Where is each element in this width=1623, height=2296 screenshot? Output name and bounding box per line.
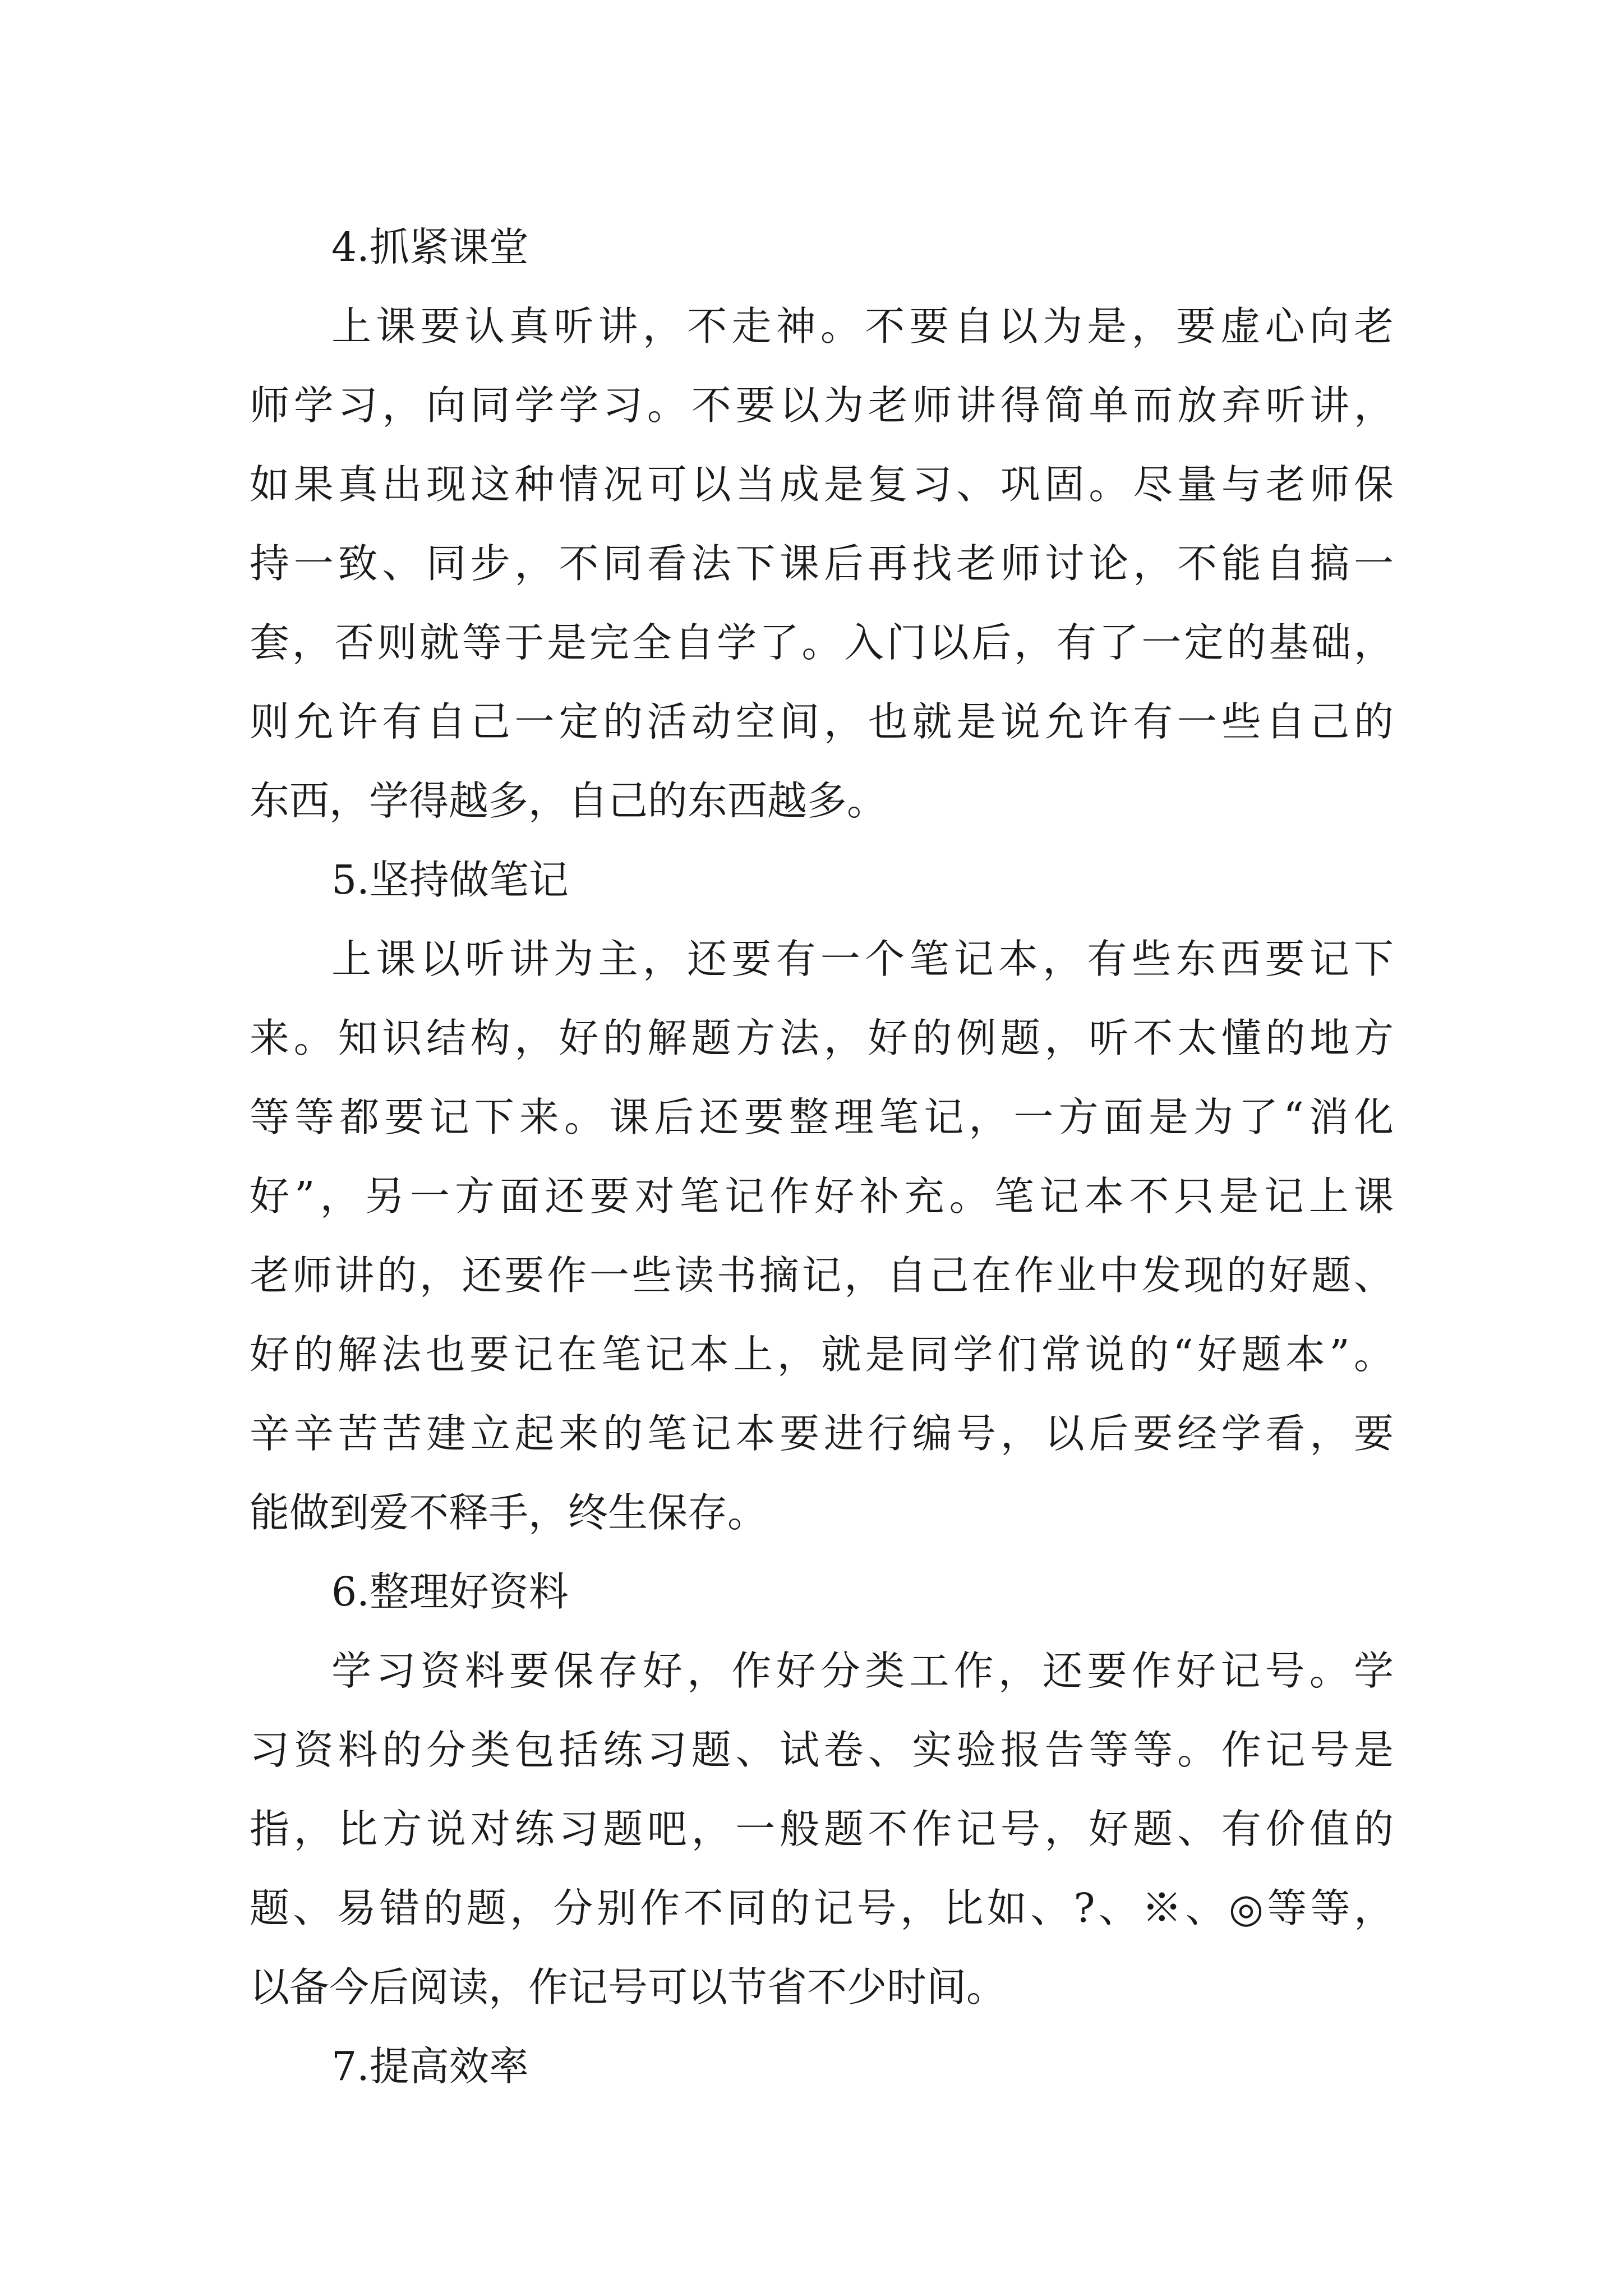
paragraph-line: 等等都要记下来。课后还要整理笔记，一方面是为了“消化 bbox=[250, 1094, 1394, 1140]
paragraph-line: 来。知识结构，好的解题方法，好的例题，听不太懂的地方 bbox=[250, 1015, 1394, 1061]
section-paragraph bbox=[250, 1631, 1394, 2027]
paragraph-line: 习资料的分类包括练习题、试卷、实验报告等等。作记号是 bbox=[250, 1727, 1394, 1773]
paragraph-line: 指，比方说对练习题吧，一般题不作记号，好题、有价值的 bbox=[250, 1806, 1394, 1852]
paragraph-line: 老师讲的，还要作一些读书摘记，自己在作业中发现的好题、 bbox=[250, 1252, 1394, 1299]
section-paragraph bbox=[250, 287, 1394, 840]
paragraph-line: 如果真出现这种情况可以当成是复习、巩固。尽量与老师保 bbox=[250, 461, 1394, 508]
paragraph-line: 好的解法也要记在笔记本上，就是同学们常说的“好题本”。 bbox=[250, 1331, 1394, 1378]
paragraph-line: 持一致、同步，不同看法下课后再找老师讨论，不能自搞一 bbox=[250, 540, 1394, 587]
paragraph-line: 上课要认真听讲，不走神。不要自以为是，要虚心向老 bbox=[331, 303, 1394, 349]
section-heading: 7.提高效率 bbox=[331, 2043, 529, 2090]
paragraph-line: 则允许有自己一定的活动空间，也就是说允许有一些自己的 bbox=[250, 698, 1394, 745]
paragraph-line: 题、易错的题，分别作不同的记号，比如、?、※、◎等等， bbox=[250, 1885, 1394, 1931]
paragraph-line: 学习资料要保存好，作好分类工作，还要作好记号。学 bbox=[331, 1648, 1394, 1694]
section-paragraph bbox=[250, 919, 1394, 1552]
paragraph-line: 以备今后阅读，作记号可以节省不少时间。 bbox=[250, 1964, 1007, 2010]
paragraph-line: 辛辛苦苦建立起来的笔记本要进行编号，以后要经学看，要 bbox=[250, 1410, 1394, 1457]
section-heading: 5.坚持做笔记 bbox=[331, 857, 569, 903]
section-heading: 6.整理好资料 bbox=[331, 1568, 569, 1615]
paragraph-line: 上课以听讲为主，还要有一个笔记本，有些东西要记下 bbox=[331, 936, 1394, 982]
document-body bbox=[250, 208, 1394, 2106]
section-heading: 4.抓紧课堂 bbox=[331, 224, 529, 270]
paragraph-line: 东西，学得越多，自己的东西越多。 bbox=[250, 777, 887, 824]
paragraph-line: 套，否则就等于是完全自学了。入门以后，有了一定的基础， bbox=[250, 619, 1394, 666]
paragraph-line: 好”，另一方面还要对笔记作好补充。笔记本不只是记上课 bbox=[250, 1173, 1394, 1220]
paragraph-line: 师学习，向同学学习。不要以为老师讲得简单而放弃听讲， bbox=[250, 382, 1394, 429]
paragraph-line: 能做到爱不释手，终生保存。 bbox=[250, 1489, 768, 1536]
